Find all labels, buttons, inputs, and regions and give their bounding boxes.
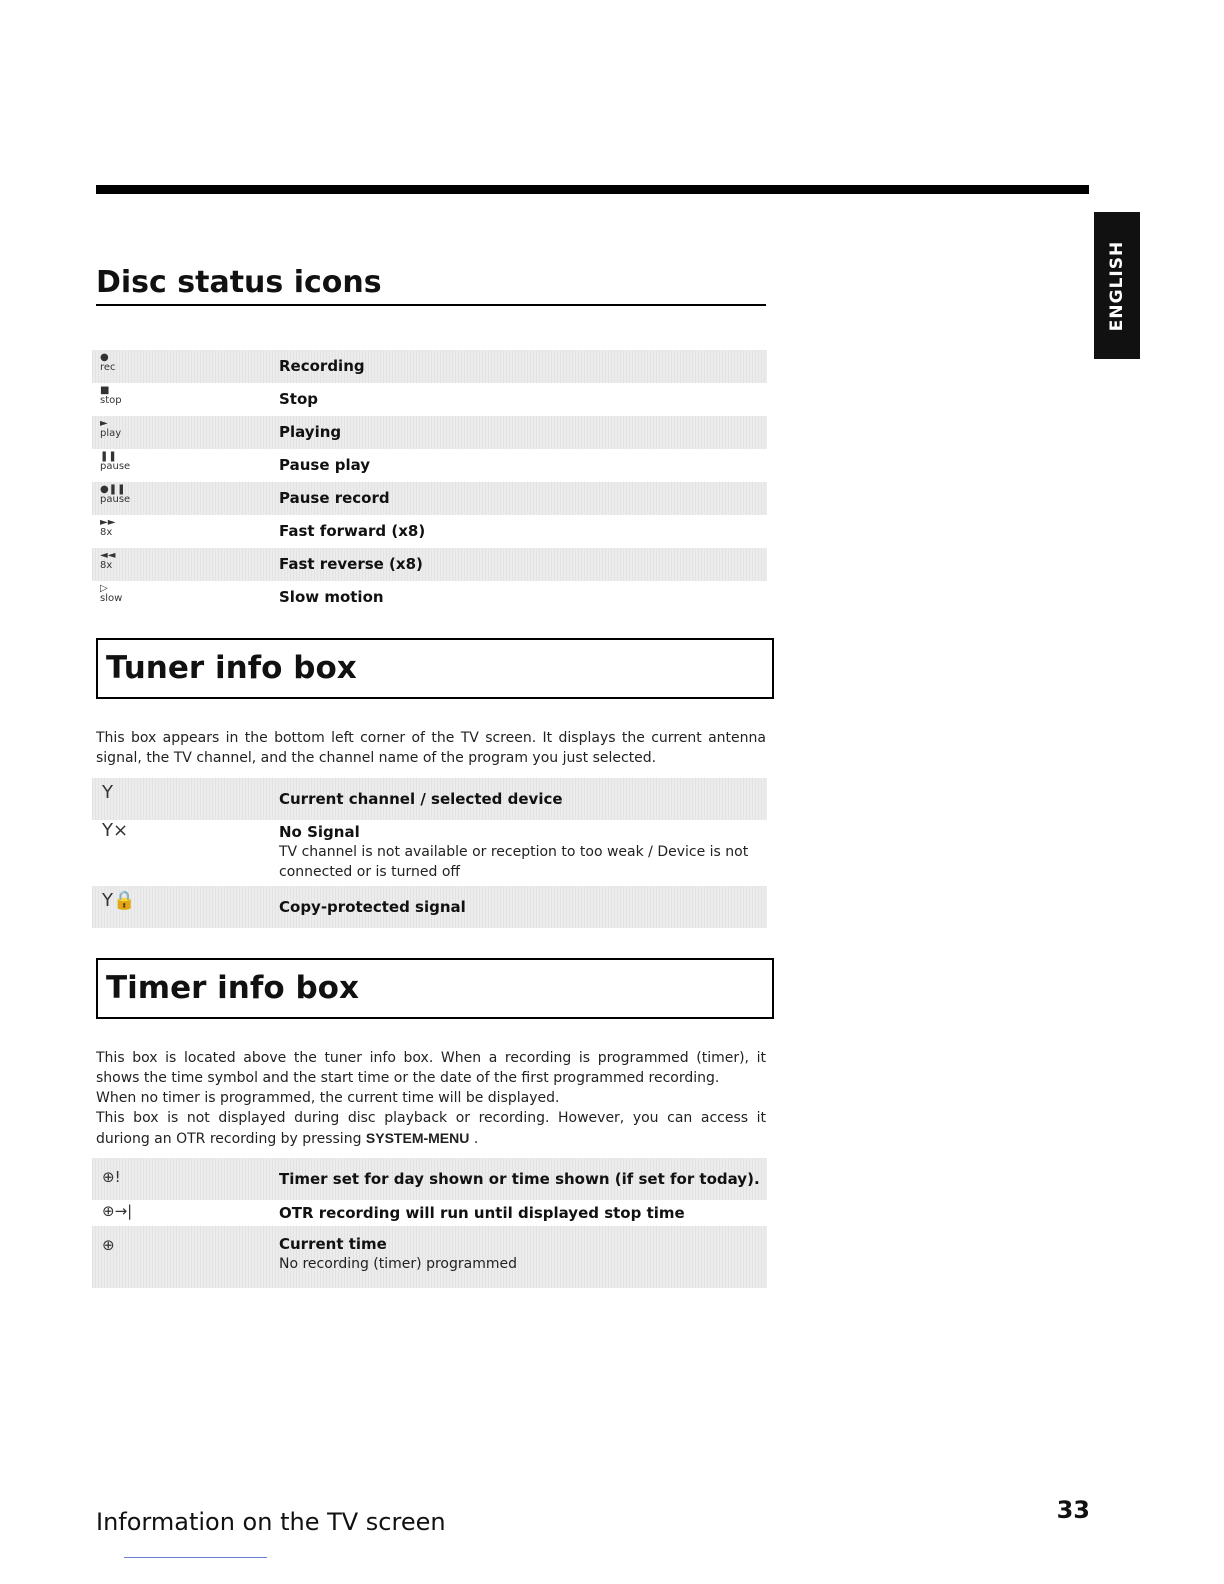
- row-label: Fast reverse (x8): [279, 555, 423, 573]
- row-label: Copy-protected signal: [279, 898, 466, 916]
- pause-icon: ❚❚ pause: [100, 451, 131, 472]
- row-label: Stop: [279, 390, 319, 408]
- timer-set-icon: ⊕!: [102, 1168, 121, 1186]
- disc-status-heading: Disc status icons: [96, 262, 766, 306]
- row-label: Current time: [279, 1235, 387, 1253]
- row-label: Timer set for day shown or time shown (if set for today).: [279, 1170, 760, 1188]
- table-row: [92, 1200, 767, 1226]
- tuner-info-heading: Tuner info box: [96, 638, 774, 699]
- row-label: OTR recording will run until displayed stop time: [279, 1204, 685, 1222]
- table-row: [92, 350, 767, 383]
- row-label: Playing: [279, 423, 342, 441]
- fast-reverse-icon: ◄◄ 8x: [100, 550, 116, 571]
- clock-icon: ⊕: [102, 1236, 115, 1254]
- stop-icon: ■ stop: [100, 385, 122, 406]
- table-row: [92, 778, 767, 820]
- page-number: 33: [1056, 1496, 1090, 1524]
- language-tab-label: ENGLISH: [1107, 240, 1127, 331]
- otr-recording-icon: ⊕→|: [102, 1202, 133, 1220]
- timer-info-heading: Timer info box: [96, 958, 774, 1019]
- timer-paragraph-2: When no timer is programmed, the current time will be displayed.: [96, 1090, 560, 1106]
- no-signal-icon: Y×: [102, 820, 129, 841]
- tuner-table-rows: [92, 820, 767, 928]
- timer-table: [92, 1158, 767, 1288]
- copy-protected-icon: Y🔒: [102, 890, 136, 911]
- row-label: No Signal: [279, 823, 360, 841]
- row-label: Slow motion: [279, 588, 384, 606]
- slow-motion-icon: ▷ slow: [100, 583, 123, 604]
- footer-section-title: Information on the TV screen: [96, 1508, 446, 1536]
- table-row: [92, 548, 767, 581]
- timer-intro: [96, 1048, 766, 1149]
- footer-rule: [124, 1557, 267, 1558]
- table-row: [92, 515, 767, 548]
- table-row: [92, 449, 767, 482]
- row-label: Pause record: [279, 489, 390, 507]
- table-row: [92, 886, 767, 928]
- row-description: TV channel is not available or reception to too weak / Device is not connected or is turned off: [279, 844, 749, 880]
- row-label: Current channel / selected device: [279, 790, 563, 808]
- table-row: [92, 482, 767, 515]
- system-menu-key: SYSTEM-MENU: [365, 1130, 470, 1146]
- fast-forward-icon: ►► 8x: [100, 517, 116, 538]
- row-label: Fast forward (x8): [279, 522, 426, 540]
- tuner-intro: This box appears in the bottom left corner of the TV screen. It displays the current antenna signal, the TV channel, and the channel name of the program you just selected.: [96, 730, 766, 766]
- row-label: Recording: [279, 357, 365, 375]
- table-row: [92, 1226, 767, 1288]
- table-row: [92, 383, 767, 416]
- top-rule: [96, 185, 1089, 194]
- tuner-table: [92, 778, 767, 820]
- record-icon: ● rec: [100, 352, 116, 373]
- table-row: [92, 1158, 767, 1200]
- table-row: [92, 820, 767, 886]
- row-description: No recording (timer) programmed: [279, 1256, 517, 1272]
- timer-paragraph-3: This box is not displayed during disc playback or recording. However, you can access it duriong an OTR recording by pressing SYSTEM-MENU .: [96, 1110, 766, 1147]
- language-tab: [1094, 212, 1140, 359]
- pause-record-icon: ●❚❚ pause: [100, 484, 131, 505]
- timer-paragraph-1: This box is located above the tuner info box. When a recording is programmed (timer), it shows the time symbol and the start time or the date of the first programmed recording.: [96, 1050, 766, 1086]
- play-icon: ► play: [100, 418, 122, 439]
- antenna-icon: Y: [102, 782, 113, 803]
- row-label: Pause play: [279, 456, 371, 474]
- disc-status-table: [92, 350, 767, 614]
- table-row: [92, 581, 767, 614]
- table-row: [92, 416, 767, 449]
